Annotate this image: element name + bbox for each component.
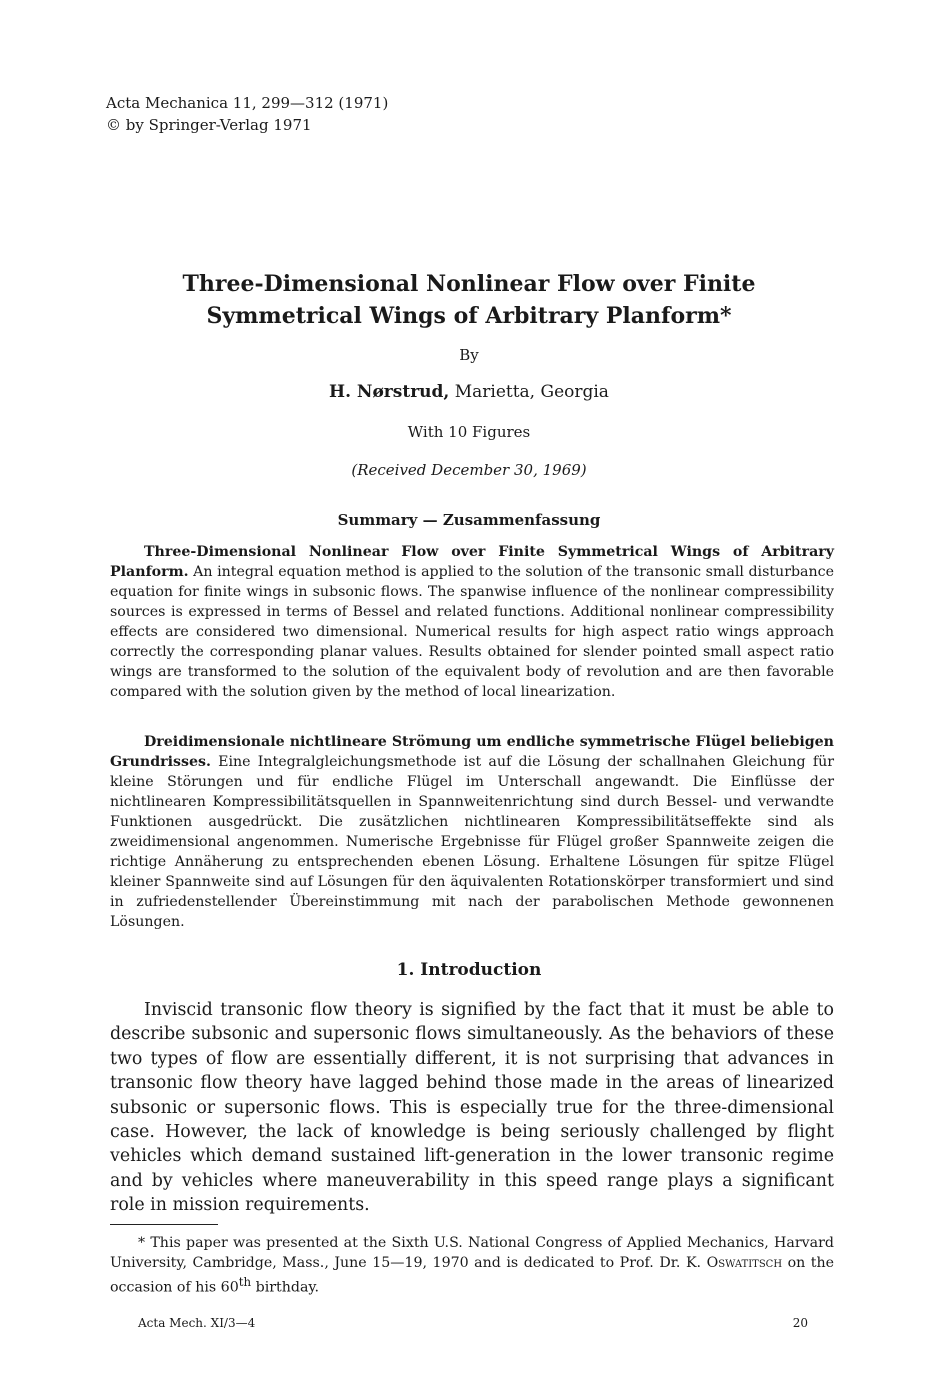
by-label: By xyxy=(459,346,479,364)
abstract-english-text: An integral equation method is applied to the solution of the transonic small disturbance equation for finite wings in subsonic flows. The spanwise influence of the nonlinear compressibility sources is expressed in terms of Bessel and related functions. Additional nonlinear compressibility effects are considered two dimensional. Numerical results for high aspect ratio wings approach correctly the corresponding planar values. Results obtained for slender pointed small aspect ratio wings are transformed to the solution of the equivalent body of revolution and are then favorable compared with the solution given by the method of local linearization. xyxy=(110,564,834,700)
abstract-english xyxy=(110,542,834,702)
paper-title xyxy=(0,268,938,332)
footnote-superscript: th xyxy=(238,1275,252,1289)
author-name: H. Nørstrud, xyxy=(329,382,450,402)
figure-count: With 10 Figures xyxy=(407,423,531,441)
page-number: 20 xyxy=(792,1316,808,1330)
journal-citation: Acta Mechanica 11, 299—312 (1971) xyxy=(106,94,389,112)
introduction-paragraph: Inviscid transonic flow theory is signified by the fact that it must be able to describe subsonic and supersonic flows simultaneously. As the behaviors of these two types of flow are essentially different, it is not surprising that advances in transonic flow theory have lagged behind those made in the areas of linearized subsonic or supersonic flows. This is especially true for the three-dimensional case. However, the lack of knowledge is being seriously challenged by flight vehicles which demand sustained lift-generation in the lower transonic regime and by vehicles where maneuverability in this speed range plays a significant role in mission requirements. xyxy=(110,1000,834,1216)
footnote-text-before: * This paper was presented at the Sixth U.S. National Congress of Applied Mechanics, Harvard University, Cambridge, Mass., June 15—19, 1970 and is dedicated to Prof. Dr. K. xyxy=(110,1235,834,1271)
author-location: Marietta, Georgia xyxy=(449,382,609,402)
abstract-german xyxy=(110,732,834,932)
author-line xyxy=(0,382,938,402)
journal-header xyxy=(106,92,388,136)
received-date: (Received December 30, 1969) xyxy=(351,461,587,479)
footnote-divider xyxy=(110,1224,218,1225)
abstract-german-text: Eine Integralgleichungsmethode ist auf die Lösung der schallnahen Gleichung für kleine Störungen und für endliche Flügel im Unterschall angewandt. Die Einflüsse der nichtlinearen Kompressibilitätsquellen in Spannweitenrichtung sind durch Bessel- und verwandte Funktionen ausgedrückt. Die zusätzlichen nichtlinearen Kompressibilitätseffekte sind als zweidimensional angenommen. Numerische Ergebnisse für Flügel großer Spannweite zeigen die richtige Annäherung zu entsprechenden ebenen Lösung. Erhaltene Lösungen für spitze Flügel kleiner Spannweite sind auf Lösungen für den äquivalenten Rotationskörper transformiert und sind in zufriedenstellender Übereinstimmung mit nach der parabolischen Methode gewonnenen Lösungen. xyxy=(110,754,834,930)
footnote-text-after: on the occasion of his 60 xyxy=(110,1254,835,1296)
summary-heading: Summary — Zusammenfassung xyxy=(337,511,601,529)
title-line-1: Three-Dimensional Nonlinear Flow over Finite xyxy=(182,271,756,297)
footer-journal: Acta Mech. XI/3—4 xyxy=(138,1316,256,1330)
copyright-line: © by Springer-Verlag 1971 xyxy=(106,116,312,134)
abstract-german-title: Dreidimensionale nichtlineare Strömung um endliche symmetrische Flügel beliebigen Grundrisses. xyxy=(110,734,834,770)
abstract-english-title: Three-Dimensional Nonlinear Flow over Finite Symmetrical Wings of Arbitrary Planform. xyxy=(110,544,834,580)
introduction-heading: 1. Introduction xyxy=(396,960,542,980)
footnote-text-end: birthday. xyxy=(251,1279,320,1296)
footnote-name: Oswatitsch xyxy=(706,1254,783,1271)
footnote xyxy=(110,1234,834,1298)
title-line-2: Symmetrical Wings of Arbitrary Planform* xyxy=(206,303,732,329)
